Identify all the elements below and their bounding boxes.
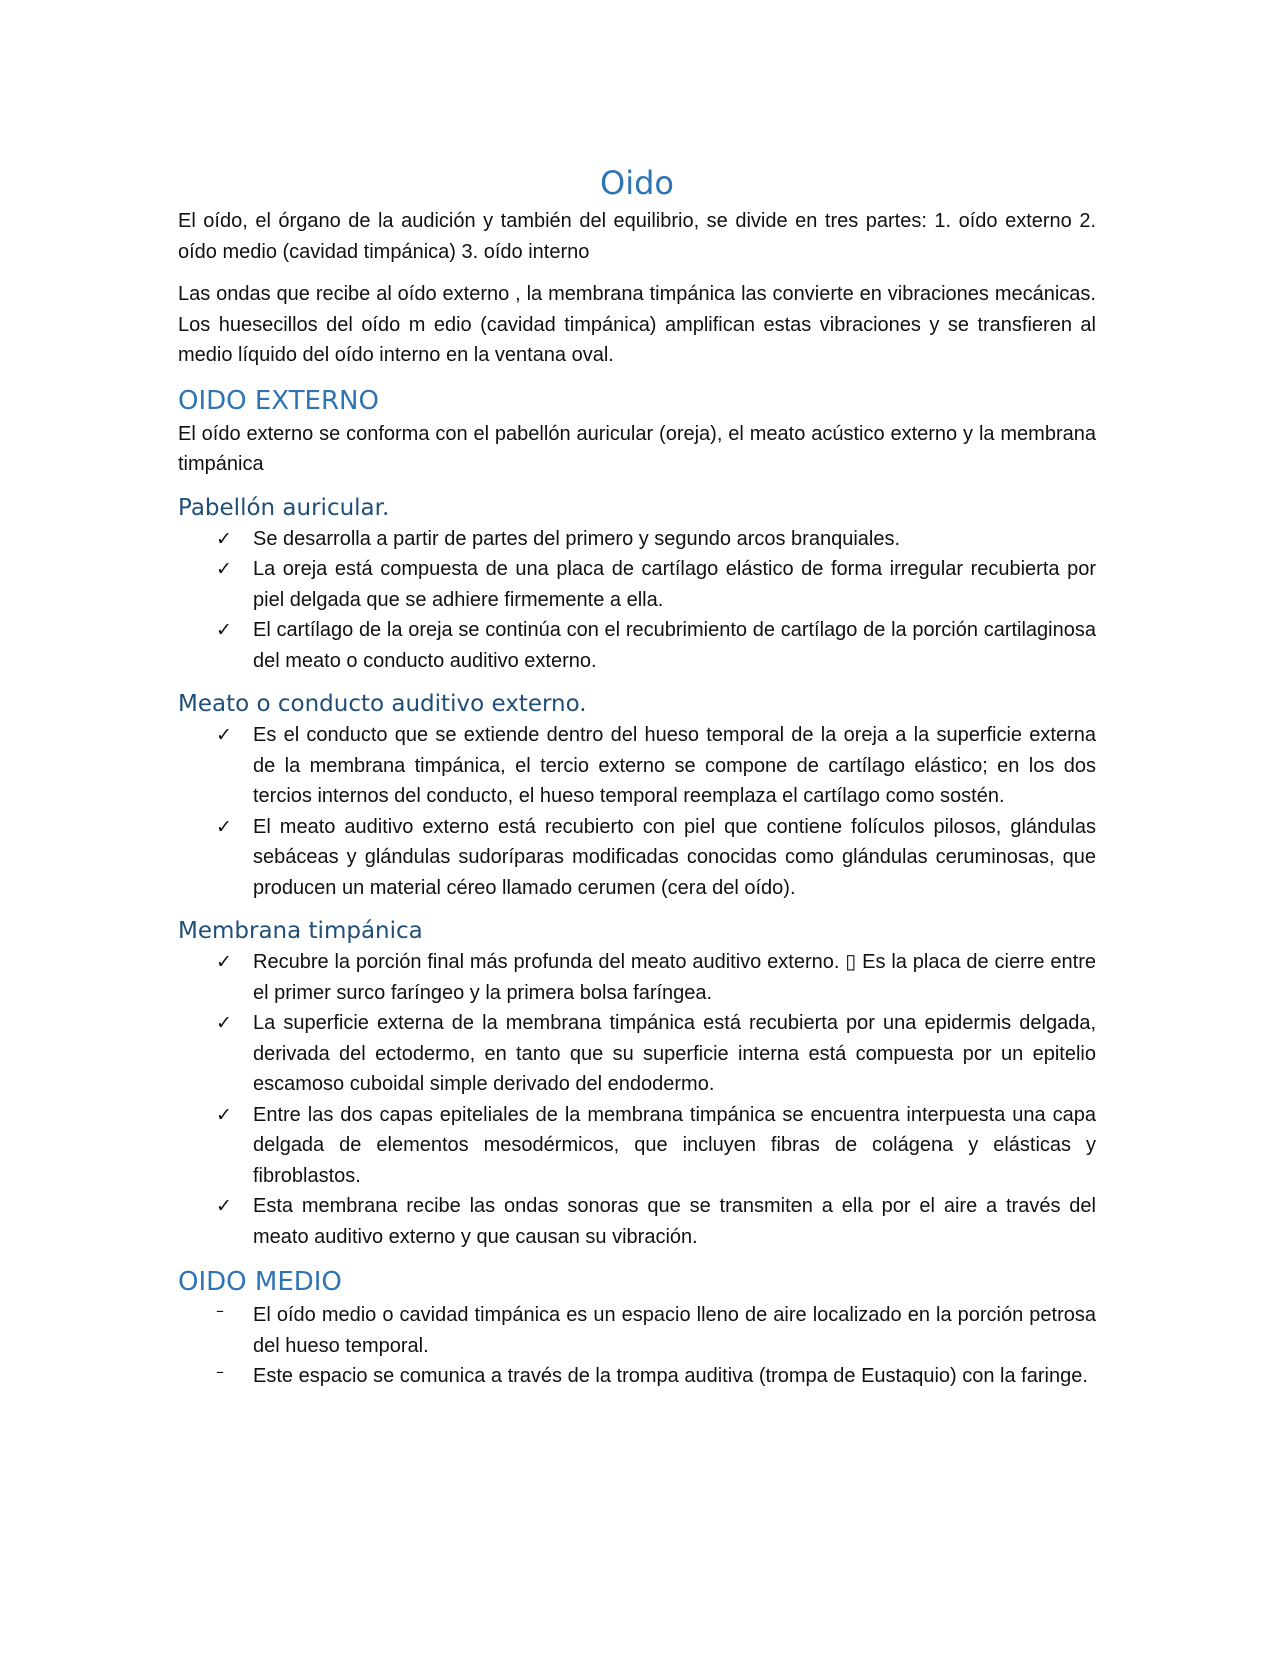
list-item-text: Es el conducto que se extiende dentro del hueso temporal de la oreja a la superficie externa de la membrana timpánica, el tercio externo se compone de cartílago elástico; en los dos tercios internos del conducto, el hueso temporal reemplaza el cartílago como sostén.: [253, 724, 1096, 807]
list-item-text: El cartílago de la oreja se continúa con el recubrimiento de cartílago de la porción cartilaginosa del meato o conducto auditivo externo.: [253, 619, 1096, 672]
list-item: [178, 947, 1096, 1008]
heading-oido-medio: OIDO MEDIO: [178, 1267, 342, 1297]
dash-bullet-icon: –: [216, 1362, 224, 1381]
list-item-text: Entre las dos capas epiteliales de la membrana timpánica se encuentra interpuesta una capa delgada de elementos mesodérmicos, que incluyen fibras de colágena y elásticas y fibroblastos.: [253, 1103, 1096, 1187]
checkmark-icon: ✓: [216, 1012, 232, 1034]
heading-oido-externo: OIDO EXTERNO: [178, 385, 379, 416]
intro-paragraph-1: El oído, el órgano de la audición y también del equilibrio, se divide en tres partes: 1. oído externo 2. oído medio (cavidad timpánica) 3. oído interno: [178, 210, 1096, 263]
dash-bullet-icon: –: [216, 1301, 224, 1320]
list-item: [178, 615, 1096, 676]
checkmark-icon: ✓: [216, 558, 232, 580]
checkmark-icon: ✓: [216, 527, 232, 550]
oido-medio-list: [178, 1300, 1096, 1392]
intro-paragraph-2: Las ondas que recibe al oído externo , la membrana timpánica las convierte en vibraciones mecánicas. Los huesecillos del oído m edio (cavidad timpánica) amplifican estas vibraciones y se transfieren al medio líquido del oído interno en la ventana oval.: [178, 283, 1096, 366]
membrana-list: [178, 947, 1096, 1252]
list-item-text: Recubre la porción final más profunda del meato auditivo externo. ▯ Es la placa de cierre entre el primer surco faríngeo y la primera bolsa faríngea.: [253, 951, 1096, 1004]
list-item: [178, 1100, 1096, 1192]
heading-meato: Meato o conducto auditivo externo.: [178, 691, 587, 717]
list-item-text: El meato auditivo externo está recubierto con piel que contiene folículos pilosos, glándulas sebáceas y glándulas sudoríparas modificadas conocidas como glándulas ceruminosas, que producen un material céreo llamado cerumen (cera del oído).: [253, 815, 1096, 899]
list-item: [178, 1191, 1096, 1252]
checkmark-icon: ✓: [216, 815, 232, 838]
checkmark-icon: ✓: [216, 619, 232, 641]
list-item-text: La superficie externa de la membrana timpánica está recubierta por una epidermis delgada, derivada del ectodermo, en tanto que su superficie interna está compuesta por un epitelio escamoso cuboidal simple derivado del endodermo.: [253, 1012, 1096, 1095]
list-item-text: Esta membrana recibe las ondas sonoras que se transmiten a ella por el aire a través del meato auditivo externo y que causan su vibración.: [253, 1195, 1096, 1248]
list-item: [178, 720, 1096, 812]
list-item: [178, 1300, 1096, 1361]
checkmark-icon: ✓: [216, 1195, 232, 1217]
heading-membrana-timpanica: Membrana timpánica: [178, 918, 423, 944]
pabellon-list: [178, 524, 1096, 677]
list-item: [178, 554, 1096, 615]
list-item: [178, 812, 1096, 904]
document-page: [178, 160, 1096, 1392]
list-item-text: Se desarrolla a partir de partes del primero y segundo arcos branquiales.: [253, 527, 901, 550]
list-item: [178, 1361, 1096, 1392]
checkmark-icon: ✓: [216, 724, 232, 746]
oido-externo-paragraph: El oído externo se conforma con el pabellón auricular (oreja), el meato acústico externo y la membrana timpánica: [178, 422, 1096, 475]
heading-pabellon-auricular: Pabellón auricular.: [178, 494, 390, 521]
list-item: [178, 1008, 1096, 1100]
list-item: [178, 524, 1096, 555]
list-item-text: Este espacio se comunica a través de la trompa auditiva (trompa de Eustaquio) con la faringe.: [253, 1365, 1088, 1387]
document-title: Oido: [600, 164, 674, 202]
list-item-text: El oído medio o cavidad timpánica es un espacio lleno de aire localizado en la porción petrosa del hueso temporal.: [253, 1304, 1096, 1357]
list-item-text: La oreja está compuesta de una placa de cartílago elástico de forma irregular recubierta por piel delgada que se adhiere firmemente a ella.: [253, 558, 1096, 611]
checkmark-icon: ✓: [216, 1103, 232, 1126]
checkmark-icon: ✓: [216, 951, 232, 973]
meato-list: [178, 720, 1096, 903]
